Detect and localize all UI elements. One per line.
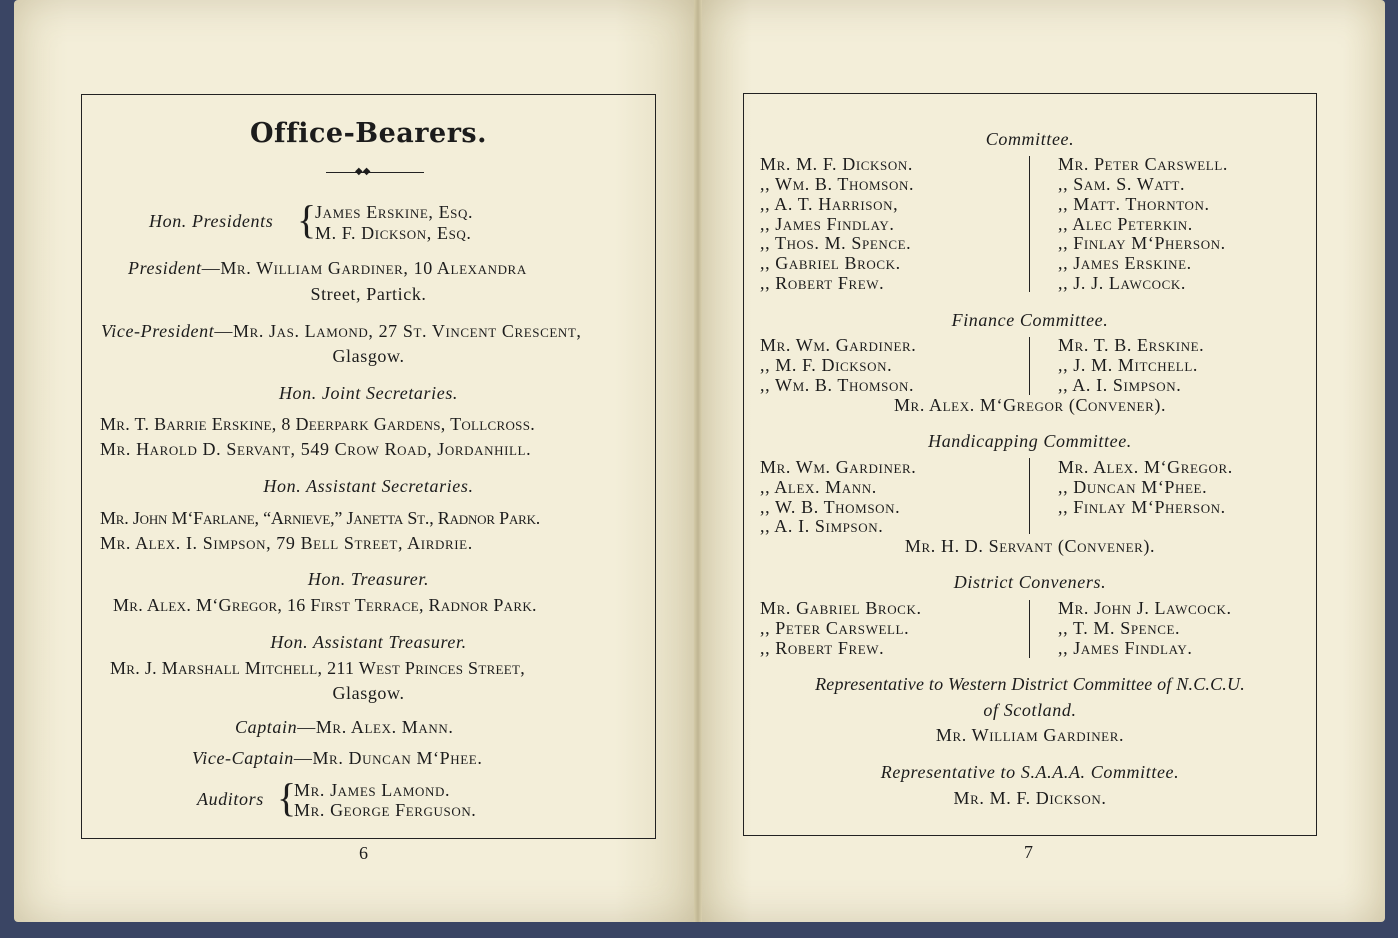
finance-convener: Mr. Alex. M‘Gregor (Convener).: [893, 395, 1167, 415]
auditors-brace: {: [277, 775, 297, 820]
page-title: Office-Bearers.: [249, 118, 488, 149]
saaa-rep-line: Representative to S.A.A.A. Committee.: [880, 762, 1180, 782]
committee-right-7: ,, J. J. Lawcock.: [1058, 273, 1186, 293]
vice-president-line1: [101, 321, 582, 342]
vice-captain-line: [192, 748, 482, 769]
district-divider: [1029, 600, 1030, 658]
hon-presidents-brace: {: [297, 197, 317, 242]
joint-secretaries-heading: Hon. Joint Secretaries.: [278, 383, 459, 403]
book-gutter: [694, 0, 702, 922]
committee-left-4: ,, James Findlay.: [760, 214, 895, 234]
assistant-secretaries-heading: Hon. Assistant Secretaries.: [263, 476, 474, 496]
finance-left-3: ,, Wm. B. Thomson.: [760, 375, 915, 395]
finance-left-2: ,, M. F. Dickson.: [760, 355, 893, 375]
president-label: President: [128, 258, 202, 278]
hon-president-1: James Erskine, Esq.: [315, 202, 474, 222]
district-left-2: ,, Peter Carswell.: [760, 618, 910, 638]
western-rep-line2: of Scotland.: [983, 700, 1077, 720]
treasurer-heading: Hon. Treasurer.: [307, 569, 430, 589]
committee-left-6: ,, Gabriel Brock.: [760, 253, 901, 273]
auditor-2: Mr. George Ferguson.: [294, 800, 477, 820]
district-left-3: ,, Robert Frew.: [760, 638, 885, 658]
rule-ornament: ◆◆: [355, 166, 371, 177]
committee-right-3: ,, Matt. Thornton.: [1058, 194, 1210, 214]
district-right-1: Mr. John J. Lawcock.: [1058, 598, 1232, 618]
assistant-treasurer-heading: Hon. Assistant Treasurer.: [270, 632, 467, 652]
assistant-secretary-1: Mr. John M‘Farlane, “Arnieve,” Janetta St., Radnor Park.: [100, 508, 541, 528]
handicapping-divider: [1029, 458, 1030, 534]
committee-left-7: ,, Robert Frew.: [760, 273, 885, 293]
district-heading: District Conveners.: [953, 572, 1107, 592]
finance-heading: Finance Committee.: [951, 310, 1109, 330]
handicapping-right-2: ,, Duncan M‘Phee.: [1058, 477, 1208, 497]
committee-left-2: ,, Wm. B. Thomson.: [760, 174, 915, 194]
vice-president-label: Vice-President: [101, 321, 215, 341]
hon-presidents-label: Hon. Presidents: [149, 211, 274, 231]
auditors-label: Auditors: [197, 789, 264, 809]
finance-right-1: Mr. T. B. Erskine.: [1058, 335, 1205, 355]
captain-text: —Mr. Alex. Mann.: [297, 717, 454, 737]
captain-label: Captain: [235, 717, 298, 737]
committee-right-1: Mr. Peter Carswell.: [1058, 154, 1228, 174]
treasurer-line: Mr. Alex. M‘Gregor, 16 First Terrace, Radnor Park.: [113, 595, 537, 615]
vice-captain-text: —Mr. Duncan M‘Phee.: [293, 748, 483, 768]
vice-president-line2: Glasgow.: [332, 346, 405, 366]
western-rep-line1: Representative to Western District Committee of N.C.C.U.: [815, 674, 1245, 694]
finance-right-3: ,, A. I. Simpson.: [1058, 375, 1182, 395]
assistant-secretary-2: Mr. Alex. I. Simpson, 79 Bell Street, Airdrie.: [100, 533, 473, 553]
district-right-2: ,, T. M. Spence.: [1058, 618, 1181, 638]
committee-right-2: ,, Sam. S. Watt.: [1058, 174, 1186, 194]
auditor-1: Mr. James Lamond.: [294, 780, 451, 800]
western-rep-name: Mr. William Gardiner.: [935, 725, 1125, 745]
page-number-left: 6: [359, 843, 368, 863]
handicapping-right-3: ,, Finlay M‘Pherson.: [1058, 497, 1226, 517]
finance-divider: [1029, 337, 1030, 395]
title-rule: [326, 172, 424, 173]
assistant-treasurer-line2: Glasgow.: [332, 683, 405, 703]
president-line1: [128, 258, 527, 279]
handicapping-left-3: ,, W. B. Thomson.: [760, 497, 901, 517]
committee-left-5: ,, Thos. M. Spence.: [760, 233, 912, 253]
page-number-right: 7: [1024, 842, 1033, 862]
joint-secretary-2: Mr. Harold D. Servant, 549 Crow Road, Jordanhill.: [100, 439, 532, 459]
handicapping-left-4: ,, A. I. Simpson.: [760, 516, 884, 536]
vice-president-text: —Mr. Jas. Lamond, 27 St. Vincent Crescent,: [214, 321, 582, 341]
committee-left-3: ,, A. T. Harrison,: [760, 194, 899, 214]
captain-line: [235, 717, 453, 738]
vice-captain-label: Vice-Captain: [192, 748, 294, 768]
handicapping-heading: Handicapping Committee.: [928, 431, 1132, 451]
hon-president-2: M. F. Dickson, Esq.: [315, 223, 472, 243]
president-line2: Street, Partick.: [310, 284, 427, 304]
finance-left-1: Mr. Wm. Gardiner.: [760, 335, 917, 355]
saaa-rep-name: Mr. M. F. Dickson.: [953, 788, 1107, 808]
district-left-1: Mr. Gabriel Brock.: [760, 598, 922, 618]
committee-right-4: ,, Alec Peterkin.: [1058, 214, 1193, 234]
committee-left-1: Mr. M. F. Dickson.: [760, 154, 913, 174]
assistant-treasurer-line1: Mr. J. Marshall Mitchell, 211 West Princes Street,: [110, 658, 526, 678]
handicapping-left-2: ,, Alex. Mann.: [760, 477, 877, 497]
joint-secretary-1: Mr. T. Barrie Erskine, 8 Deerpark Gardens, Tollcross.: [100, 414, 536, 434]
finance-right-2: ,, J. M. Mitchell.: [1058, 355, 1198, 375]
handicapping-left-1: Mr. Wm. Gardiner.: [760, 457, 917, 477]
district-right-3: ,, James Findlay.: [1058, 638, 1193, 658]
handicapping-right-1: Mr. Alex. M‘Gregor.: [1058, 457, 1233, 477]
president-text: —Mr. William Gardiner, 10 Alexandra: [201, 258, 527, 278]
committee-heading: Committee.: [985, 129, 1075, 149]
handicapping-convener: Mr. H. D. Servant (Convener).: [904, 536, 1156, 556]
committee-divider: [1029, 156, 1030, 292]
committee-right-5: ,, Finlay M‘Pherson.: [1058, 233, 1226, 253]
committee-right-6: ,, James Erskine.: [1058, 253, 1192, 273]
